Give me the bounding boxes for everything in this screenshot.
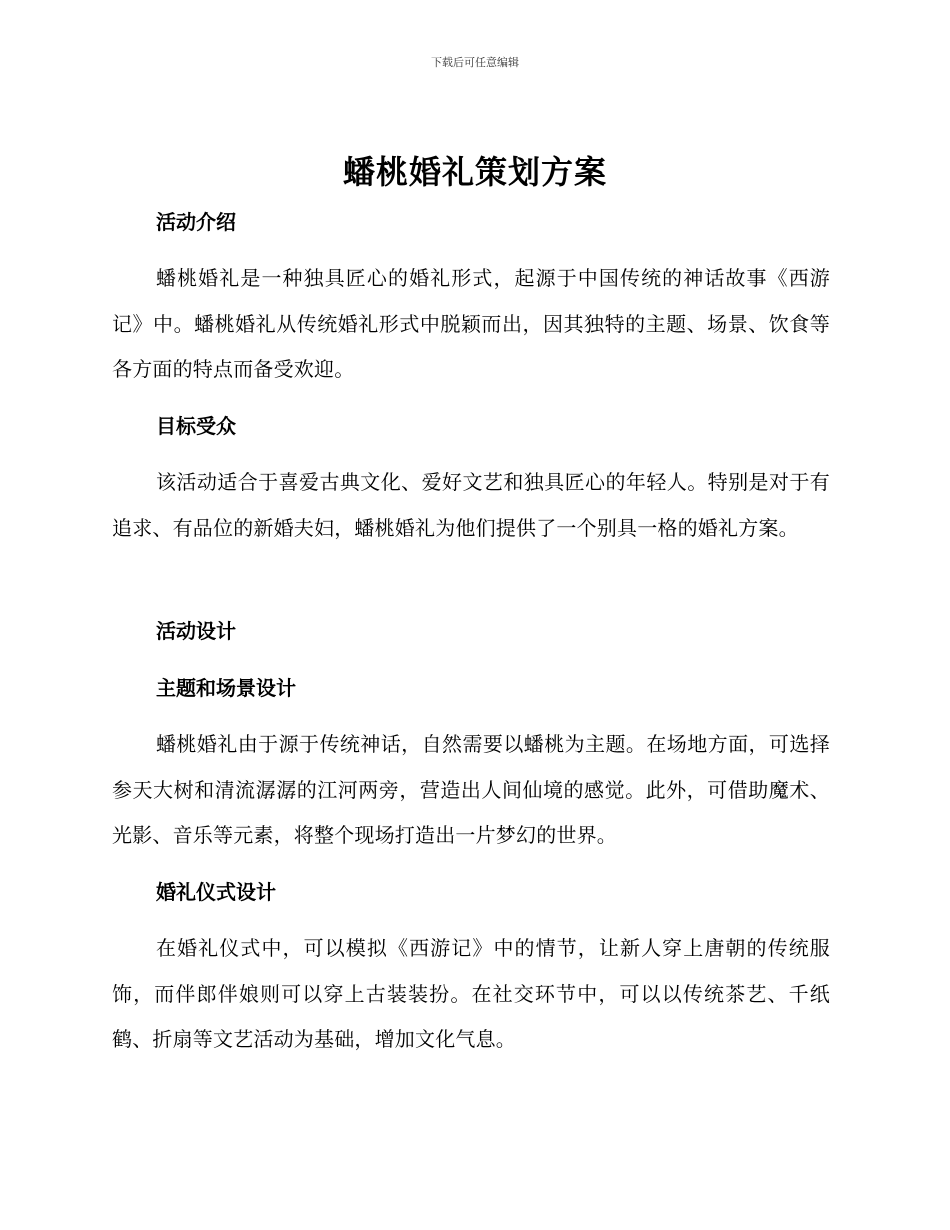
document-title: 蟠桃婚礼策划方案 xyxy=(342,153,607,191)
paragraph-theme: 蟠桃婚礼由于源于传统神话，自然需要以蟠桃为主题。在场地方面，可选择参天大树和清流潺潺的江河两旁，营造出人间仙境的感觉。此外，可借助魔术、光影、音乐等元素，将整个现场打造出一片梦幻的世界。 xyxy=(112,732,830,847)
section-heading-audience: 目标受众 xyxy=(156,414,236,438)
paragraph-ceremony: 在婚礼仪式中，可以模拟《西游记》中的情节，让新人穿上唐朝的传统服饰，而伴郎伴娘则可以穿上古装装扮。在社交环节中，可以以传统茶艺、千纸鹤、折扇等文艺活动为基础，增加文化气息。 xyxy=(112,936,830,1051)
subsection-heading-theme: 主题和场景设计 xyxy=(156,676,296,700)
paragraph-intro: 蟠桃婚礼是一种独具匠心的婚礼形式，起源于中国传统的神话故事《西游记》中。蟠桃婚礼从传统婚礼形式中脱颖而出，因其独特的主题、场景、饮食等各方面的特点而备受欢迎。 xyxy=(112,266,830,381)
section-heading-intro: 活动介绍 xyxy=(156,210,236,234)
paragraph-audience: 该活动适合于喜爱古典文化、爱好文艺和独具匠心的年轻人。特别是对于有追求、有品位的新婚夫妇，蟠桃婚礼为他们提供了一个别具一格的婚礼方案。 xyxy=(112,470,830,540)
subsection-heading-ceremony: 婚礼仪式设计 xyxy=(156,880,276,904)
section-heading-design: 活动设计 xyxy=(156,619,236,643)
header-note: 下载后可任意编辑 xyxy=(431,56,519,69)
